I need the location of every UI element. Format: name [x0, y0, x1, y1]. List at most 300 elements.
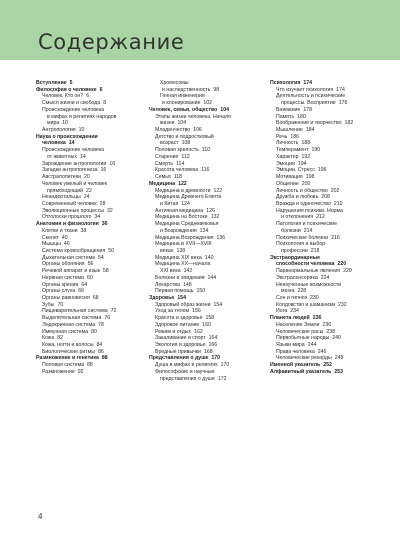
toc-entry-page: 68 [92, 295, 99, 301]
toc-entry-title: Органы равновесия [42, 295, 90, 301]
toc-entry-page: 140 [204, 254, 214, 261]
toc-entry [149, 342, 255, 349]
toc-entry-title: Биологические ритмы [42, 348, 95, 355]
toc-entry [36, 127, 136, 134]
toc-entry-page: 104 [220, 106, 229, 113]
toc-entry [36, 241, 136, 248]
toc-entry [270, 194, 370, 201]
toc-entry-title: Смысл жизни и свобода [42, 100, 101, 107]
toc-section-entry [36, 140, 136, 147]
toc-entry [36, 308, 136, 315]
toc-entry [36, 188, 136, 195]
toc-entry-page: 70 [57, 301, 64, 308]
toc-entry-title: Болезни и эпидемии [155, 274, 205, 281]
toc-entry [270, 167, 370, 174]
toc-entry [270, 308, 370, 315]
toc-entry-title: Алфавитный указатель [270, 368, 332, 375]
toc-entry [36, 342, 136, 349]
toc-entry-title: и клонирование [162, 100, 201, 107]
toc-entry [149, 167, 255, 174]
toc-entry-title: Йога [276, 308, 288, 315]
toc-entry-title: Деятельность и психические [276, 93, 346, 100]
toc-entry-title: Вступление [36, 80, 67, 86]
toc-entry-title: Дружба и любовь [276, 194, 319, 201]
toc-entry-page: 110 [201, 147, 211, 154]
toc-entry-page: 168 [204, 348, 213, 355]
toc-entry-title: прямоходящий [47, 187, 84, 194]
toc-entry-page: 162 [194, 328, 203, 335]
toc-entry [149, 255, 255, 262]
toc-entry-title: Система кровообращения [42, 247, 106, 254]
toc-entry [270, 174, 370, 181]
toc-entry-page: 134 [199, 227, 209, 234]
toc-entry-page: 34 [94, 214, 101, 221]
toc-entry [149, 127, 255, 134]
toc-section-entry [149, 355, 255, 362]
toc-entry [270, 355, 370, 362]
toc-entry-title: Психические болезни [276, 234, 329, 241]
toc-entry-title: Дыхательная система [42, 254, 96, 261]
toc-entry-page: 80 [91, 328, 97, 335]
toc-entry-title: Память [276, 113, 295, 120]
toc-entry-page: 184 [305, 127, 315, 134]
toc-entry-title: Медицина XIX века [155, 254, 202, 261]
toc-entry-title: Воображение и творчество [276, 120, 342, 127]
toc-entry-title: Первая помощь [155, 288, 194, 295]
toc-entry-title: Размножение [42, 368, 75, 375]
toc-entry [270, 134, 370, 141]
toc-entry-title: Общение [276, 180, 299, 187]
toc-entry [149, 248, 255, 255]
toc-entry-title: Человеческие рекорды [276, 355, 332, 362]
toc-entry [270, 329, 370, 336]
toc-entry-title: Половая система [42, 362, 85, 369]
toc-entry-page: 86 [97, 348, 104, 355]
toc-entry-title: Медицина XX—начала [155, 261, 211, 268]
toc-entry-page: 114 [176, 160, 185, 167]
toc-entry [270, 114, 370, 121]
toc-entry [270, 188, 370, 195]
toc-column-2 [149, 80, 255, 382]
toc-entry-page: 92 [77, 368, 84, 375]
toc-entry-title: Кожа, ногти и волосы [42, 342, 94, 349]
toc-entry-page: 36 [101, 221, 108, 228]
toc-entry-page: 118 [173, 174, 182, 181]
toc-entry-title: Здоровое питание [155, 321, 200, 328]
toc-entry-title: Патология и психические [276, 221, 337, 228]
toc-entry [270, 120, 370, 127]
toc-entry [36, 322, 136, 329]
toc-entry-title: процессы. Восприятие [281, 100, 336, 107]
toc-entry [36, 100, 136, 107]
toc-entry-page: 10 [62, 120, 69, 127]
toc-entry-page: 138 [176, 247, 186, 254]
toc-entry-page: 5 [69, 80, 73, 86]
toc-entry-title: Личность и общество [276, 187, 328, 194]
toc-entry-title: Психология [270, 80, 301, 86]
toc-entry-title: Первобытные народы [276, 335, 330, 342]
toc-entry [149, 268, 255, 275]
toc-entry-title: Неандертальцы [42, 194, 81, 201]
toc-entry [270, 268, 370, 275]
toc-entry-title: Представления о душе [149, 355, 209, 362]
toc-entry-page: 252 [323, 362, 332, 369]
toc-entry-title: Колдовство и шаманизм [276, 301, 335, 308]
toc-entry [36, 120, 136, 127]
toc-entry [270, 208, 370, 215]
toc-entry [149, 140, 255, 147]
toc-entry [149, 134, 255, 141]
toc-entry-page: 98 [213, 86, 220, 93]
toc-entry [270, 100, 370, 107]
toc-entry [149, 308, 255, 315]
toc-entry-page: 20 [83, 174, 90, 181]
toc-entry-page: 186 [290, 133, 300, 140]
toc-entry-title: Здоровый образ жизни [155, 301, 211, 308]
page-title: Содержание [38, 30, 185, 54]
toc-entry-page: 22 [86, 187, 92, 194]
toc-entry-title: способности человека [276, 261, 335, 268]
toc-entry-page: 126 [206, 207, 215, 214]
toc-entry-title: Нервная система [42, 274, 85, 281]
toc-entry-title: Клетки и ткани [42, 227, 78, 234]
toc-entry [36, 201, 136, 208]
toc-entry-title: Экстраординарные [270, 254, 321, 261]
toc-entry-page: 240 [332, 335, 341, 342]
toc-column-3 [270, 80, 370, 376]
toc-entry-page: 166 [208, 342, 218, 349]
toc-entry [149, 188, 255, 195]
toc-entry [149, 288, 255, 295]
toc-entry [36, 335, 136, 342]
toc-entry-page: 104 [177, 120, 187, 127]
toc-entry [149, 100, 255, 107]
toc-entry [149, 228, 255, 235]
toc-entry-page: 198 [305, 174, 315, 181]
toc-entry-title: Эмоции. Стресс [276, 167, 315, 174]
toc-entry-page: 16 [109, 160, 116, 167]
toc-entry-page: 192 [301, 153, 311, 160]
toc-entry-page: 214 [303, 227, 313, 234]
toc-entry-title: Вредные привычки [155, 348, 202, 355]
toc-entry-title: Современный человек [42, 200, 97, 207]
toc-entry-title: Размножение и генетика [36, 355, 99, 362]
toc-entry [149, 174, 255, 181]
toc-entry-page: 160 [202, 321, 211, 328]
toc-entry-title: представления о душе [160, 375, 215, 382]
toc-entry [270, 221, 370, 228]
toc-entry-title: Происхождение человека [42, 106, 105, 113]
toc-entry-page: 202 [330, 187, 340, 194]
toc-entry-title: Органы обоняния [42, 261, 85, 268]
toc-entry-title: и наследственность [162, 86, 211, 93]
toc-entry-title: Мышление [276, 127, 303, 134]
toc-entry-page: 234 [290, 308, 299, 315]
toc-entry-title: Неизученные возможности [276, 281, 342, 288]
toc-entry [270, 322, 370, 329]
toc-entry [36, 369, 136, 376]
toc-entry-page: 218 [310, 247, 320, 254]
toc-entry-page: 136 [216, 234, 226, 241]
toc-entry-title: Выделительная система [42, 315, 102, 322]
toc-entry-title: мозга [281, 288, 295, 295]
toc-section-entry [36, 87, 136, 94]
toc-entry-page: 38 [80, 227, 87, 234]
toc-entry [149, 329, 255, 336]
toc-entry-page: 88 [101, 355, 108, 362]
toc-entry [270, 107, 370, 114]
toc-entry-page: 236 [312, 315, 322, 322]
toc-entry-title: Этапы жизни человека. Начало [155, 113, 232, 120]
toc-section-entry [270, 261, 370, 268]
toc-entry-page: 76 [104, 315, 111, 322]
toc-entry-title: Права человека [276, 348, 315, 355]
toc-entry-page: 246 [317, 348, 327, 355]
toc-entry-title: Экстрасенсорика [276, 274, 318, 281]
toc-entry-title: Паранормальные явления [276, 268, 341, 275]
toc-entry-title: Темперамент [276, 147, 309, 154]
toc-entry [149, 221, 255, 228]
toc-section-entry [270, 315, 370, 322]
toc-section-entry [36, 134, 136, 141]
toc-entry-title: и Китая [160, 200, 179, 207]
toc-entry [149, 120, 255, 127]
toc-entry [36, 147, 136, 154]
toc-entry-title: и отклонения [281, 214, 314, 221]
toc-entry-title: от животных [47, 153, 77, 160]
toc-entry-page: 180 [297, 113, 306, 120]
toc-entry [36, 275, 136, 282]
toc-entry-title: Философские и научные [155, 368, 215, 375]
toc-entry [270, 282, 370, 289]
toc-entry [149, 147, 255, 154]
toc-entry-page: 154 [213, 301, 223, 308]
toc-entry-title: Кожа [42, 335, 55, 342]
toc-entry-title: Мотивация [276, 174, 303, 181]
toc-entry-title: Характер [276, 153, 299, 160]
toc-entry [149, 315, 255, 322]
toc-entry [149, 114, 255, 121]
toc-entry-title: Человек. Кто он? [42, 93, 84, 100]
toc-entry-page: 78 [98, 321, 104, 328]
toc-entry-title: Речевой аппарат и язык [42, 268, 100, 275]
toc-entry-title: Отголоски прошлого [42, 214, 92, 221]
toc-entry-page: 64 [81, 281, 88, 288]
toc-entry [149, 335, 255, 342]
toc-entry-page: 244 [307, 342, 317, 349]
toc-entry-title: Именной указатель [270, 362, 321, 369]
toc-entry-title: Душа в мифах и религиях [155, 362, 218, 369]
toc-entry-page: 24 [83, 194, 90, 201]
toc-entry-title: Нарушения психики. Норма [276, 207, 343, 214]
toc-entry-title: человека [42, 140, 66, 147]
toc-entry-page: 194 [297, 160, 307, 167]
toc-entry-title: Старение [155, 153, 179, 160]
toc-entry [270, 93, 370, 100]
toc-entry-page: 122 [213, 187, 223, 194]
toc-entry-page: 8 [103, 100, 107, 107]
toc-entry-page: 102 [203, 100, 213, 107]
toc-entry-page: 216 [331, 234, 340, 241]
toc-section-entry [270, 80, 370, 87]
toc-entry [149, 275, 255, 282]
toc-entry-page: 220 [343, 268, 352, 275]
toc-entry [270, 295, 370, 302]
toc-entry [36, 154, 136, 161]
toc-section-entry [270, 369, 370, 376]
toc-entry-title: Детство и подростковый [155, 133, 214, 140]
toc-entry-title: Психология и выбор [276, 241, 326, 248]
toc-entry [36, 349, 136, 356]
toc-entry [270, 335, 370, 342]
toc-entry-title: болезни [281, 227, 301, 234]
toc-entry-page: 174 [336, 86, 345, 93]
toc-entry-title: Уход за телом [155, 308, 190, 315]
toc-entry [36, 302, 136, 309]
toc-entry-title: Планета людей [270, 315, 310, 322]
toc-entry [270, 228, 370, 235]
toc-entry-page: 158 [205, 315, 215, 322]
toc-entry [36, 261, 136, 268]
toc-entry-title: Экология и здоровье [155, 342, 206, 349]
toc-entry-title: Эволюционные процессы [42, 207, 104, 214]
toc-entry-page: 156 [192, 308, 201, 315]
toc-entry [149, 349, 255, 356]
toc-section-entry [270, 255, 370, 262]
toc-entry-page: 58 [102, 268, 109, 275]
toc-entry [149, 161, 255, 168]
toc-entry-title: Загадки антропогенеза [42, 167, 98, 174]
toc-entry-title: Органы слуха [42, 288, 76, 295]
toc-entry-page: 144 [207, 274, 217, 281]
toc-entry [36, 214, 136, 221]
toc-entry [36, 228, 136, 235]
toc-entry-page: 172 [217, 375, 227, 382]
toc-entry-page: 164 [208, 335, 218, 342]
toc-entry-page: 16 [100, 167, 107, 174]
toc-entry-title: Режим и отдых [155, 328, 192, 335]
toc-entry-page: 190 [311, 147, 321, 154]
toc-entry-page: 108 [181, 140, 191, 147]
toc-entry-title: в мифах и религиях народов [47, 113, 117, 120]
toc-section-entry [270, 362, 370, 369]
toc-entry-page: 122 [178, 180, 187, 187]
toc-entry-page: 10 [78, 127, 85, 134]
toc-entry-title: Антропология [42, 127, 76, 134]
toc-entry-title: Человеческие расы [276, 328, 324, 335]
toc-entry [270, 241, 370, 248]
toc-entry-title: Наука о происхождении [36, 133, 98, 140]
toc-entry-page: 66 [78, 288, 85, 295]
toc-entry-title: Медицина в древности [155, 187, 211, 194]
toc-entry-page: 253 [334, 368, 343, 375]
toc-entry [270, 127, 370, 134]
toc-entry-title: Внимание [276, 106, 301, 113]
toc-entry [270, 342, 370, 349]
toc-section-entry [36, 355, 136, 362]
toc-entry-title: Хромосомы [160, 80, 189, 86]
toc-entry [36, 235, 136, 242]
toc-entry-title: Человек умелый и человек [42, 180, 107, 187]
toc-entry [270, 154, 370, 161]
toc-entry-title: Смерть [155, 160, 174, 167]
toc-entry [270, 87, 370, 94]
toc-entry-title: Пищеварительная система [42, 308, 108, 315]
toc-entry-title: веках [160, 247, 174, 254]
toc-entry-page: 148 [183, 281, 192, 288]
toc-entry-page: 14 [80, 153, 86, 160]
toc-section-entry [149, 295, 255, 302]
toc-entry [149, 208, 255, 215]
toc-entry-title: Античная медицина [155, 207, 204, 214]
toc-entry-page: 228 [297, 288, 307, 295]
toc-entry [36, 255, 136, 262]
toc-entry [270, 349, 370, 356]
toc-entry [270, 275, 370, 282]
toc-entry [36, 161, 136, 168]
toc-entry-title: мира [47, 120, 60, 127]
toc-entry-title: Австралопитеки [42, 174, 81, 181]
toc-entry-title: Генная инженерия [160, 93, 205, 100]
toc-entry [270, 147, 370, 154]
toc-section-entry [149, 181, 255, 188]
toc-entry-page: 142 [183, 268, 193, 275]
toc-entry-page: 28 [99, 200, 106, 207]
toc-entry-title: Население Земли [276, 321, 320, 328]
toc-entry-page: 40 [61, 234, 68, 241]
toc-entry-title: Происхождение человека [42, 147, 105, 154]
toc-entry [149, 241, 255, 248]
toc-entry-title: Младенчество [155, 127, 191, 134]
toc-entry [149, 376, 255, 383]
toc-entry-page: 56 [87, 261, 94, 268]
page-number: 4 [38, 512, 43, 521]
toc-entry-page: 210 [333, 200, 343, 207]
toc-entry-title: Здоровье [149, 295, 175, 301]
toc-section-entry [36, 80, 136, 87]
toc-entry [36, 194, 136, 201]
toc-entry [36, 315, 136, 322]
toc-entry [36, 208, 136, 215]
toc-entry-page: 236 [322, 321, 332, 328]
toc-entry-title: Медицина на Востоке [155, 214, 208, 221]
toc-entry-page: 112 [181, 153, 190, 160]
toc-entry-page: 106 [193, 127, 202, 134]
toc-entry-page: 188 [301, 140, 311, 147]
toc-entry-title: Эмоции [276, 160, 295, 167]
toc-entry-page: 174 [303, 80, 313, 86]
toc-entry-title: Семья [155, 174, 171, 181]
toc-entry-page: 88 [87, 362, 93, 369]
toc-entry-title: Скелет [42, 234, 59, 241]
toc-entry-page: 182 [344, 120, 354, 127]
toc-entry-page: 150 [196, 288, 206, 295]
toc-entry-title: Философия о человеке [36, 86, 97, 93]
toc-entry-title: Мышцы [42, 241, 61, 248]
toc-entry-page: 220 [337, 261, 347, 268]
toc-entry [36, 114, 136, 121]
toc-entry [36, 362, 136, 369]
toc-entry-page: 154 [177, 295, 186, 301]
toc-entry [149, 261, 255, 268]
toc-entry-page: 84 [96, 342, 103, 349]
toc-entry [270, 161, 370, 168]
toc-entry-title: Медицина Древнего Египта [155, 194, 222, 201]
toc-entry [149, 322, 255, 329]
toc-entry-title: Личность [276, 140, 299, 147]
toc-entry-title: Лекарства [155, 281, 180, 288]
toc-entry [36, 167, 136, 174]
